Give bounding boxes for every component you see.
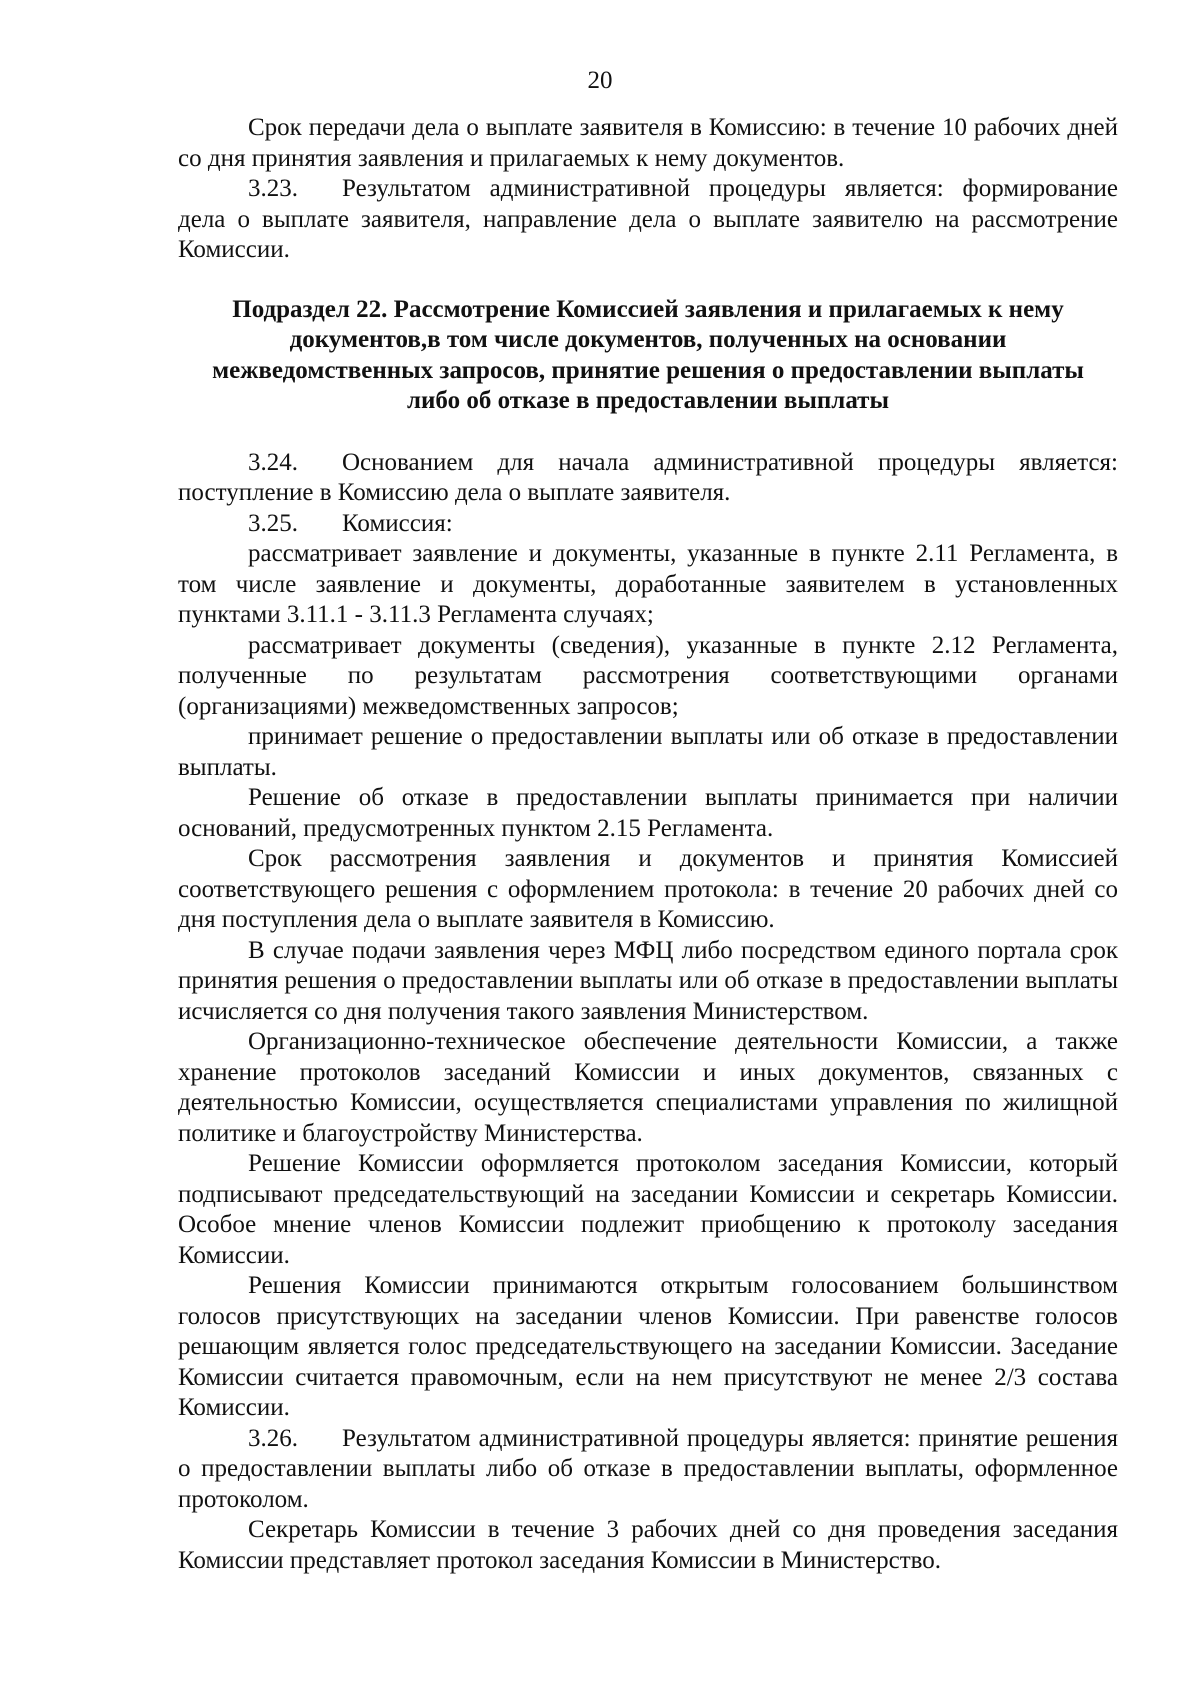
heading-line: Подраздел 22. Рассмотрение Комиссией заявления и прилагаемых к нему <box>232 295 1064 323</box>
paragraph-3-26 <box>178 1424 1118 1516</box>
paragraph-refusal: Решение об отказе в предоставлении выплаты принимается при наличии оснований, предусмотренных пунктом 2.15 Регламента. <box>178 784 1118 842</box>
paragraph-organization: Организационно-техническое обеспечение деятельности Комиссии, а также хранение протоколов заседаний Комиссии и иных документов, связанных с деятельностью Комиссии, осуществляется специалистами управления по жилищной политике и благоустройству Министерства. <box>178 1028 1118 1147</box>
paragraph-3-25 <box>178 509 1118 540</box>
clause-number: 3.23. <box>248 175 298 202</box>
clause-number: 3.25. <box>248 509 298 537</box>
paragraph-review-term: Срок рассмотрения заявления и документов и принятия Комиссией соответствующего решения с оформлением протокола: в течение 20 рабочих дней со дня поступления дела о выплате заявителя в Комиссию. <box>178 845 1118 933</box>
clause-text: Комиссия: <box>342 509 453 537</box>
section-heading <box>178 295 1118 417</box>
clause-text: Результатом административной процедуры является: принятие решения о предоставлении выплаты либо об отказе в предоставлении выплаты, оформленное протоколом. <box>178 1424 1118 1513</box>
paragraph-secretary: Секретарь Комиссии в течение 3 рабочих дней со дня проведения заседания Комиссии представляет протокол заседания Комиссии в Министерство. <box>178 1516 1118 1574</box>
paragraph-review-application: рассматривает заявление и документы, указанные в пункте 2.11 Регламента, в том числе заявление и документы, доработанные заявителем в установленных пунктами 3.11.1 - 3.11.3 Регламента случаях; <box>178 540 1118 628</box>
document-body <box>178 113 1118 1576</box>
clause-text: Основанием для начала административной процедуры является: поступление в Комиссию дела о выплате заявителя. <box>178 448 1118 506</box>
heading-line: межведомственных запросов, принятие решения о предоставлении выплаты <box>212 356 1084 384</box>
page-number: 20 <box>587 67 613 94</box>
paragraph-mfc: В случае подачи заявления через МФЦ либо посредством единого портала срок принятия решения о предоставлении выплаты или об отказе в предоставлении выплаты исчисляется со дня получения такого заявления Министерством. <box>178 936 1118 1025</box>
paragraph-3-24 <box>178 448 1118 509</box>
heading-line: либо об отказе в предоставлении выплаты <box>407 387 889 414</box>
clause-number: 3.24. <box>248 448 298 476</box>
clause-text: Результатом административной процедуры является: формирование дела о выплате заявителя, направление дела о выплате заявителю на рассмотрение Комиссии. <box>178 175 1118 263</box>
heading-line: документов,в том числе документов, полученных на основании <box>289 326 1007 353</box>
paragraph-review-documents: рассматривает документы (сведения), указанные в пункте 2.12 Регламента, полученные по результатам рассмотрения соответствующими органами (организациями) межведомственных запросов; <box>178 631 1118 720</box>
paragraph-transfer-term: Срок передачи дела о выплате заявителя в Комиссию: в течение 10 рабочих дней со дня принятия заявления и прилагаемых к нему документов. <box>178 114 1118 172</box>
paragraph-3-23 <box>178 174 1118 266</box>
clause-number: 3.26. <box>248 1424 298 1452</box>
paragraph-voting: Решения Комиссии принимаются открытым голосованием большинством голосов присутствующих на заседании членов Комиссии. При равенстве голосов решающим является голос председательствующего на заседании Комиссии. Заседание Комиссии считается правомочным, если на нем присутствуют не менее 2/3 состава Комиссии. <box>178 1272 1118 1421</box>
paragraph-protocol: Решение Комиссии оформляется протоколом заседания Комиссии, который подписывают председательствующий на заседании Комиссии и секретарь Комиссии. Особое мнение членов Комиссии подлежит приобщению к протоколу заседания Комиссии. <box>178 1150 1118 1269</box>
paragraph-decision: принимает решение о предоставлении выплаты или об отказе в предоставлении выплаты. <box>178 723 1118 781</box>
